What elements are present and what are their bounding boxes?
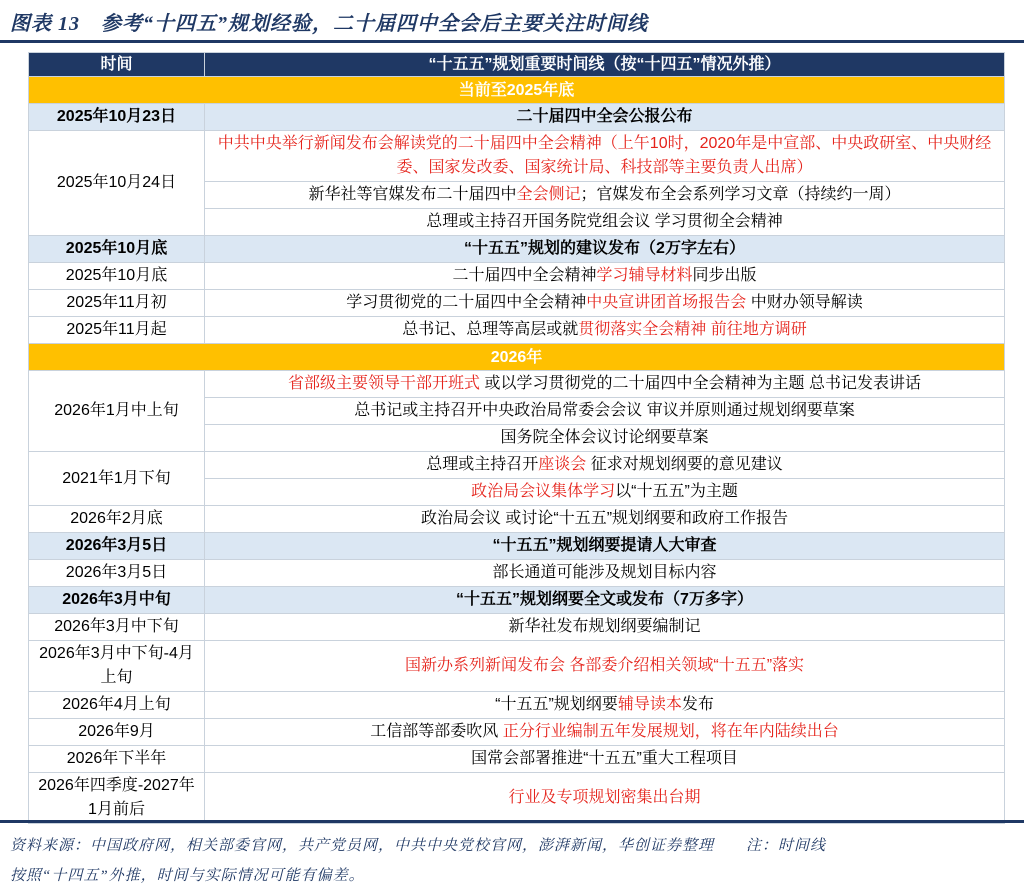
time-cell: 2026年9月 xyxy=(29,719,205,746)
text-segment: 全会侧记 xyxy=(516,186,581,203)
text-segment: “十五五”规划纲要全文或发布（7万多字） xyxy=(456,591,753,608)
table-row xyxy=(29,317,1005,344)
source-note-line1: 资料来源：中国政府网，相关部委官网，共产党员网，中共中央党校官网，澎湃新闻，华创证券整理 注：时间线 xyxy=(10,838,827,854)
event-cell xyxy=(205,614,1005,641)
table-row xyxy=(29,587,1005,614)
event-cell xyxy=(205,746,1005,773)
event-cell xyxy=(205,131,1005,182)
time-cell: 2025年10月底 xyxy=(29,236,205,263)
text-segment: 学习贯彻党的二十届四中全会精神 xyxy=(346,294,587,311)
table-row xyxy=(29,641,1005,692)
text-segment: 工信部等部委吹风 xyxy=(370,723,503,740)
event-cell xyxy=(205,506,1005,533)
timeline-column-header: “十五五”规划重要时间线（按“十四五”情况外推） xyxy=(205,53,1005,77)
section-row xyxy=(29,344,1005,371)
event-cell xyxy=(205,182,1005,209)
table-row xyxy=(29,614,1005,641)
table-row xyxy=(29,746,1005,773)
text-segment: 学习辅导材料 xyxy=(596,267,693,284)
timeline-table xyxy=(28,52,1005,824)
table-row xyxy=(29,773,1005,824)
time-cell: 2026年3月5日 xyxy=(29,533,205,560)
time-cell: 2025年11月初 xyxy=(29,290,205,317)
text-segment: 部长通道可能涉及规划目标内容 xyxy=(492,564,717,581)
event-cell xyxy=(205,236,1005,263)
text-segment: 国新办系列新闻发布会 各部委介绍相关领域“十五五”落实 xyxy=(404,657,805,674)
event-cell xyxy=(205,452,1005,479)
time-cell: 2026年4月上旬 xyxy=(29,692,205,719)
text-segment: 总理或主持召开国务院党组会议 学习贯彻全会精神 xyxy=(426,213,783,230)
text-segment: “十五五”规划纲要提请人大审查 xyxy=(492,537,717,554)
event-cell xyxy=(205,290,1005,317)
text-segment: 总书记或主持召开中央政治局常委会会议 审议并原则通过规划纲要草案 xyxy=(354,402,855,419)
time-cell: 2025年10月23日 xyxy=(29,104,205,131)
time-cell: 2025年10月24日 xyxy=(29,131,205,236)
table-row xyxy=(29,290,1005,317)
table-header-row xyxy=(29,53,1005,77)
event-cell xyxy=(205,104,1005,131)
event-cell xyxy=(205,773,1005,824)
text-segment: 二十届四中全会公报公布 xyxy=(516,108,693,125)
text-segment: 二十届四中全会精神 xyxy=(452,267,597,284)
text-segment: 征求对规划纲要的意见建议 xyxy=(586,456,783,473)
event-cell xyxy=(205,209,1005,236)
table-row xyxy=(29,560,1005,587)
text-segment: 贯彻落实全会精神 前往地方调研 xyxy=(578,321,807,338)
time-cell: 2021年1月下旬 xyxy=(29,452,205,506)
time-cell: 2026年1月中上旬 xyxy=(29,371,205,452)
text-segment: “十五五”规划纲要 xyxy=(495,696,618,713)
figure-title: 图表 13 参考“十四五”规划经验，二十届四中全会后主要关注时间线 xyxy=(10,13,648,35)
text-segment: 同步出版 xyxy=(692,267,757,284)
time-cell: 2026年3月中下旬-4月上旬 xyxy=(29,641,205,692)
event-cell xyxy=(205,425,1005,452)
text-segment: 中财办领导解读 xyxy=(746,294,863,311)
footer-divider xyxy=(0,820,1024,823)
table-row xyxy=(29,131,1005,182)
text-segment: 正分行业编制五年发展规划，将在年内陆续出台 xyxy=(502,723,839,740)
time-column-header: 时间 xyxy=(29,53,205,77)
text-segment: 座谈会 xyxy=(538,456,587,473)
table-row xyxy=(29,236,1005,263)
time-cell: 2026年下半年 xyxy=(29,746,205,773)
event-cell xyxy=(205,641,1005,692)
event-cell xyxy=(205,587,1005,614)
table-row xyxy=(29,452,1005,479)
text-segment: 发布 xyxy=(681,696,714,713)
time-cell: 2026年3月中下旬 xyxy=(29,614,205,641)
text-segment: 辅导读本 xyxy=(617,696,682,713)
table-row xyxy=(29,533,1005,560)
text-segment: “十五五”规划的建议发布（2万字左右） xyxy=(464,240,745,257)
table-row xyxy=(29,506,1005,533)
text-segment: ；官媒发布全会系列学习文章（持续约一周） xyxy=(580,186,901,203)
time-cell: 2026年四季度-2027年1月前后 xyxy=(29,773,205,824)
text-segment: 国常会部署推进“十五五”重大工程项目 xyxy=(471,750,738,767)
table-row xyxy=(29,719,1005,746)
event-cell xyxy=(205,263,1005,290)
text-segment: 新华社等官媒发布二十届四中 xyxy=(308,186,517,203)
table-row xyxy=(29,371,1005,398)
event-cell xyxy=(205,692,1005,719)
table-row xyxy=(29,692,1005,719)
text-segment: 省部级主要领导干部开班式 xyxy=(288,375,481,392)
text-segment: 总书记、总理等高层或就 xyxy=(402,321,579,338)
section-cell: 2026年 xyxy=(29,344,1005,371)
section-cell: 当前至2025年底 xyxy=(29,77,1005,104)
text-segment: 中央宣讲团首场报告会 xyxy=(586,294,747,311)
event-cell xyxy=(205,398,1005,425)
event-cell xyxy=(205,317,1005,344)
event-cell xyxy=(205,533,1005,560)
text-segment: 以“十五五”为主题 xyxy=(615,483,738,500)
time-cell: 2025年11月起 xyxy=(29,317,205,344)
table-row xyxy=(29,104,1005,131)
source-note xyxy=(0,824,1024,889)
time-cell: 2026年3月5日 xyxy=(29,560,205,587)
event-cell xyxy=(205,479,1005,506)
table-row xyxy=(29,263,1005,290)
time-cell: 2026年3月中旬 xyxy=(29,587,205,614)
time-cell: 2025年10月底 xyxy=(29,263,205,290)
title-divider xyxy=(0,40,1024,43)
text-segment: 政治局会议集体学习 xyxy=(471,483,616,500)
event-cell xyxy=(205,560,1005,587)
text-segment: 行业及专项规划密集出台期 xyxy=(508,789,701,806)
timeline-body xyxy=(29,77,1005,824)
event-cell xyxy=(205,371,1005,398)
section-row xyxy=(29,77,1005,104)
text-segment: 总理或主持召开 xyxy=(426,456,539,473)
text-segment: 中共中央举行新闻发布会解读党的二十届四中全会精神（上午10时，2020年是中宣部、中央政研室、中央财经委、国家发改委、国家统计局、科技部等主要负责人出席） xyxy=(217,135,992,176)
source-note-line2: 按照“十四五”外推，时间与实际情况可能有偏差。 xyxy=(10,868,365,884)
time-cell: 2026年2月底 xyxy=(29,506,205,533)
text-segment: 新华社发布规划纲要编制记 xyxy=(508,618,701,635)
event-cell xyxy=(205,719,1005,746)
text-segment: 国务院全体会议讨论纲要草案 xyxy=(500,429,709,446)
text-segment: 或以学习贯彻党的二十届四中全会精神为主题 总书记发表讲话 xyxy=(480,375,921,392)
text-segment: 政治局会议 或讨论“十五五”规划纲要和政府工作报告 xyxy=(420,510,789,527)
